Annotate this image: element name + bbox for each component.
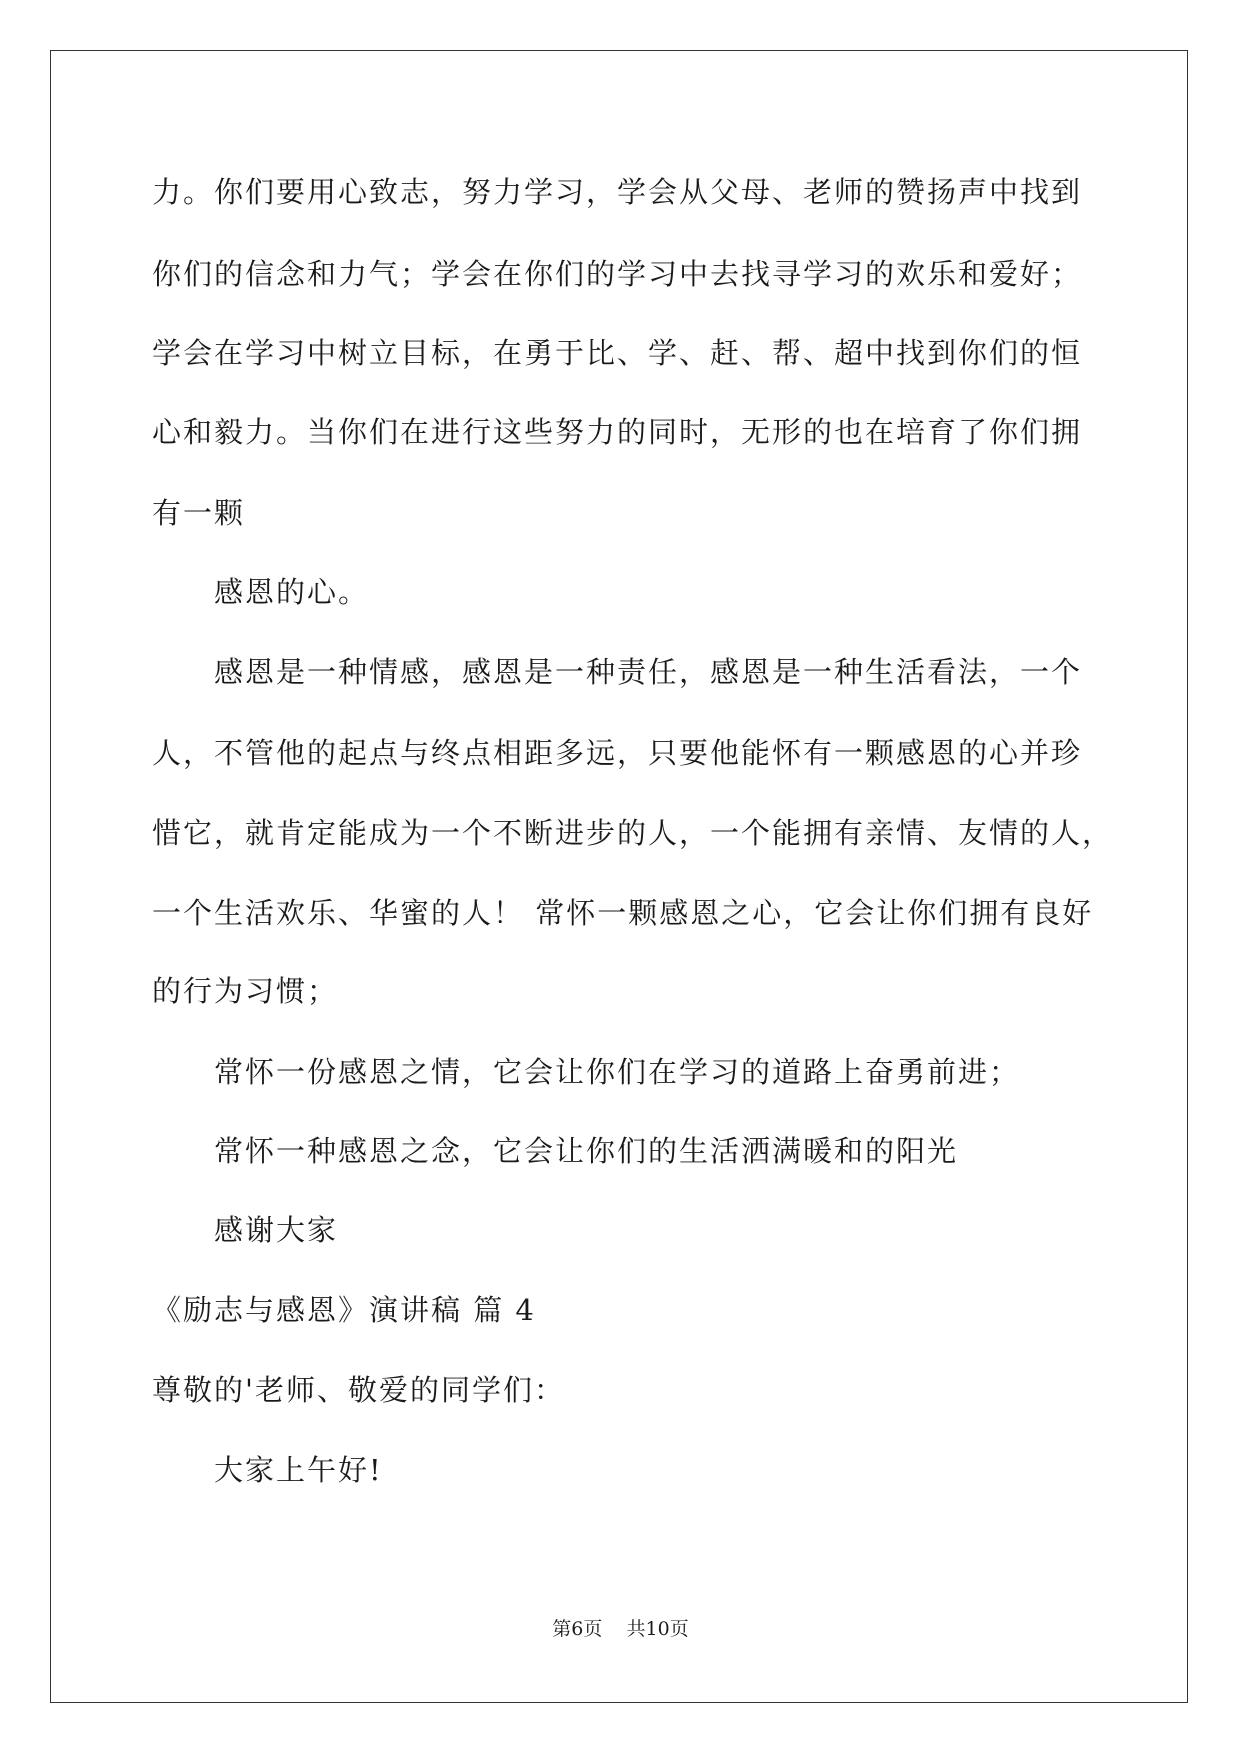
text-line: 常怀一份感恩之情，它会让你们在学习的道路上奋勇前进；	[214, 1055, 1021, 1089]
section-heading: 《励志与感恩》演讲稿 篇 4	[152, 1293, 536, 1327]
text-line: 一个生活欢乐、华蜜的人！ 常怀一颗感恩之心，它会让你们拥有良好	[152, 896, 1094, 930]
text-line: 力。你们要用心致志，努力学习，学会从父母、老师的赞扬声中找到	[152, 175, 1083, 209]
text-line: 的行为习惯；	[152, 974, 339, 1008]
text-line: 感恩是一种情感，感恩是一种责任，感恩是一种生活看法，一个	[214, 655, 1083, 689]
greeting: 大家上午好!	[214, 1453, 383, 1487]
text-line: 你们的信念和力气；学会在你们的学习中去找寻学习的欢乐和爱好；	[152, 257, 1083, 291]
text-line: 心和毅力。当你们在进行这些努力的同时，无形的也在培育了你们拥	[152, 415, 1083, 449]
text-line: 感谢大家	[214, 1213, 339, 1247]
text-line: 人，不管他的起点与终点相距多远，只要他能怀有一颗感恩的心并珍	[152, 736, 1083, 770]
text-line: 感恩的心。	[214, 575, 370, 609]
text-line: 学会在学习中树立目标，在勇于比、学、赶、帮、超中找到你们的恒	[152, 336, 1083, 370]
text-line: 惜它，就肯定能成为一个不断进步的人，一个能拥有亲情、友情的人，	[152, 816, 1114, 850]
salutation: 尊敬的'老师、敬爱的同学们：	[152, 1373, 565, 1407]
page-footer: 第6页 共10页	[552, 1618, 689, 1640]
text-line: 常怀一种感恩之念，它会让你们的生活洒满暖和的阳光	[214, 1134, 959, 1168]
text-line: 有一颗	[152, 496, 246, 530]
